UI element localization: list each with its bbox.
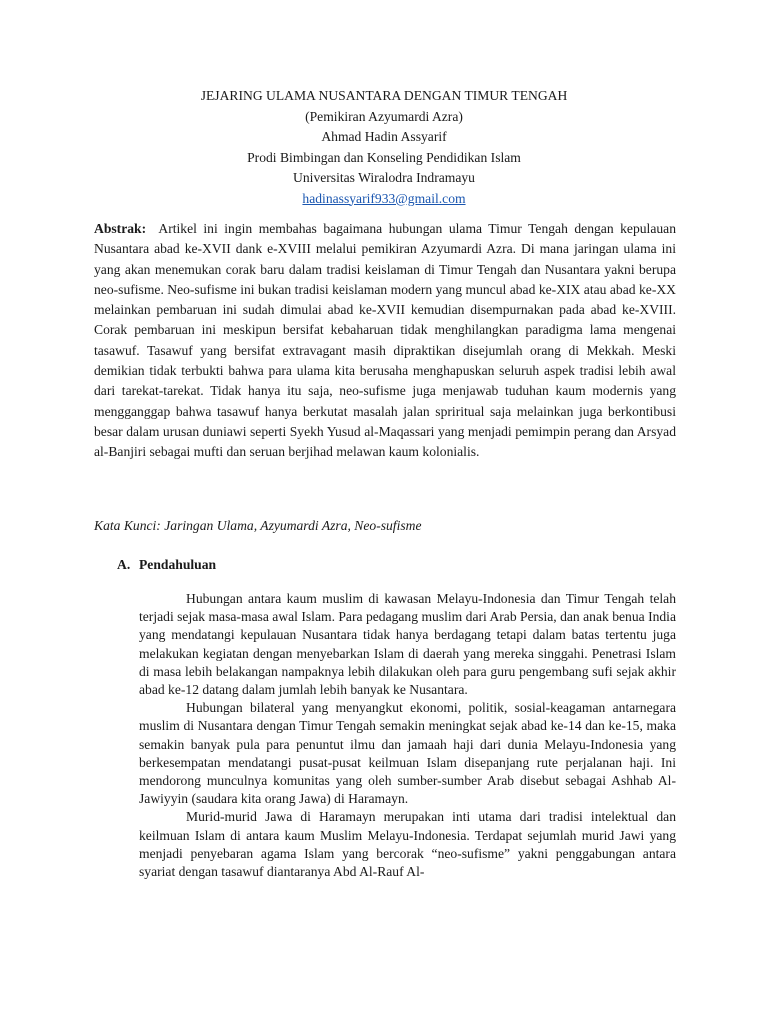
- keywords-line: Kata Kunci: Jaringan Ulama, Azyumardi Azra, Neo-sufisme: [94, 518, 422, 533]
- section-number: A.: [117, 557, 131, 572]
- author-name: Ahmad Hadin Assyarif: [321, 129, 447, 144]
- document-subtitle: (Pemikiran Azyumardi Azra): [305, 108, 463, 124]
- author-program: Prodi Bimbingan dan Konseling Pendidikan Islam: [247, 149, 521, 165]
- author-university: Universitas Wiralodra Indramayu: [293, 170, 475, 185]
- abstract-label: Abstrak:: [94, 221, 147, 236]
- body-paragraph: Murid-murid Jawa di Haramayn merupakan inti utama dari tradisi intelektual dan keilmuan Islam di antara kaum Muslim Melayu-Indonesia. Terdapat sejumlah murid Jawi yang menjadi penyebaran agama Islam yang bercorak “neo-sufisme” yakni penggabungan antara syariat dengan tasawuf diantaranya Abd Al-Rauf Al-: [139, 809, 676, 880]
- abstract-paragraph: [94, 219, 676, 463]
- section-title: Pendahuluan: [139, 557, 217, 572]
- document-header: [0, 86, 768, 209]
- section-body: [139, 590, 676, 881]
- author-email-link[interactable]: hadinassyarif933@gmail.com: [302, 190, 466, 206]
- body-paragraph: Hubungan antara kaum muslim di kawasan Melayu-Indonesia dan Timur Tengah telah terjadi sejak masa-masa awal Islam. Para pedagang muslim dari Arab Persia, dan anak benua India yang mendatangi kepulauan Nusantara tidak hanya berdagang tetapi dalam batas tertentu juga melakukan kegiatan dengan menyebarkan Islam di daerah yang mereka singgahi. Penetrasi Islam di masa lebih belakangan nampaknya lebih dilakukan oleh para guru pengembang sufi sejak akhir abad ke-12 datang dalam jumlah lebih banyak ke Nusantara.: [139, 591, 676, 698]
- abstract-text: Artikel ini ingin membahas bagaimana hubungan ulama Timur Tengah dengan kepulauan Nusantara abad ke-XVII dank e-XVIII melalui pemikiran Azyumardi Azra. Di mana jaringan ulama ini yang akan menemukan corak baru dalam tradisi keislaman di Timur Tengah dan Nusantara yakni berupa neo-sufisme. Neo-sufisme ini bukan tradisi keislaman modern yang muncul abad ke-XIX atau abad ke-XX melainkan pembaruan ini sudah dimulai abad ke-XVII kemudian disempurnakan pada abad ke-XVIII. Corak pembaruan ini meskipun bersifat kebaharuan tidak menghilangkan paradigma lama mengenai tasawuf. Tasawuf yang bersifat extravagant masih dipraktikan disejumlah orang di Mekkah. Meski demikian tidak terbukti bahwa para ulama kita berusaha menghapuskan seluruh aspek tradisi lebih awal dari tarekat-tarekat. Tidak hanya itu saja, neo-sufisme juga menjawab tuduhan kaum modernis yang mengganggap bahwa tasawuf hanya berkutat masalah jalan sprіritual saja melainkan juga berkontibusi besar dalam urusan duniawi seperti Syekh Yusud al-Maqassari yang menjadi pemimpin perang dan Arsyad al-Banjiri sebagai mufti dan seruan berjihad melawan kaum kolonialis.: [94, 221, 676, 460]
- document-title: JEJARING ULAMA NUSANTARA DENGAN TIMUR TENGAH: [200, 88, 568, 103]
- body-paragraph: Hubungan bilateral yang menyangkut ekonomi, politik, sosial-keagaman antarnegara muslim di Nusantara dengan Timur Tengah semakin meningkat sejak abad ke-14 dan ke-15, maka semakin banyak pula para penuntut ilmu dan jamaah haji dari dunia Melayu-Indonesia yang berkesempatan mendatangi pusat-pusat keilmuan Islam disepanjang rute perjalanan haji. Ini mendorong munculnya komunitas yang oleh sumber-sumber Arab disebut sebagai Ashhab Al-Jawiyyin (saudara kita orang Jawa) di Haramayn.: [139, 700, 676, 807]
- section-heading: [117, 555, 216, 575]
